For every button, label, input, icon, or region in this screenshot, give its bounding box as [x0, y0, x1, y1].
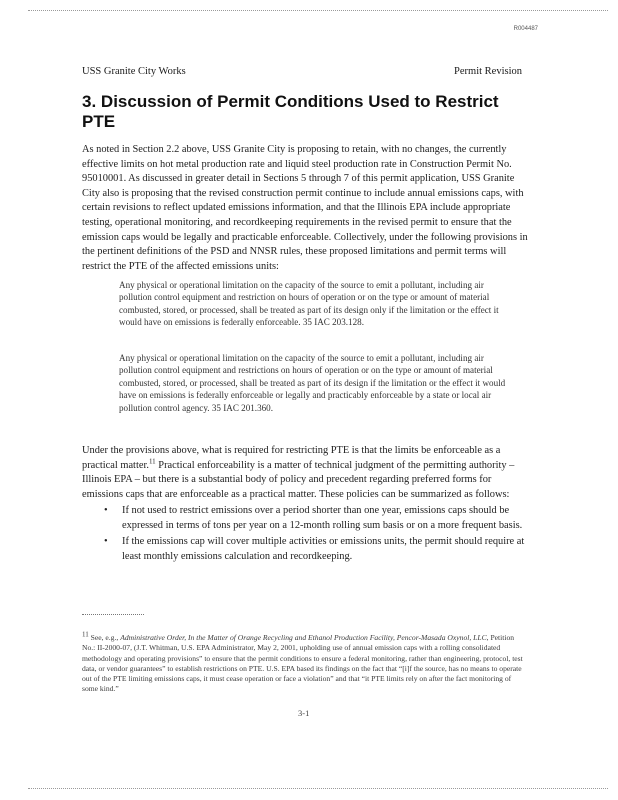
running-header-right: Permit Revision — [454, 66, 522, 77]
block-quote-2: Any physical or operational limitation on the capacity of the source to emit a pollutant, including air pollution control equipment and restrictions on hours of operation or on the type or amount of material combusted, stored, or processed, shall be treated as part of its design if the limitation or the effect it would have on emissions is federally enforceable or legally and practicably enforceable by a state or local air pollution control agency. 35 IAC 201.360. — [119, 353, 506, 413]
enforceability-paragraph — [82, 444, 528, 502]
policy-bullet-list — [104, 504, 528, 566]
intro-paragraph: As noted in Section 2.2 above, USS Granite City is proposing to retain, with no changes, the currently effective limits on hot metal production rate and liquid steel production rate in Construction Permit No. 95010001. As discussed in greater detail in Sections 5 through 7 of this permit application, USS Granite City also is proposing that the revised construction permit continue to include annual emissions caps, with certain revisions to reflect updated emissions information, and that the Illinois EPA include appropriate testing, operational monitoring, and recordkeeping requirements in the revised permit to ensure that the emission caps would be legally and practicable enforceable. Collectively, under the following provisions in the pertinent definitions of the PSD and NNSR rules, these proposed limitations and permit terms will restrict the PTE of the affected emissions units: — [82, 144, 528, 272]
bullet-text: If the emissions cap will cover multiple activities or emissions units, the permit should require at least monthly emissions calculation and recordkeeping. — [122, 536, 525, 562]
footnote-reference: 11 — [148, 457, 156, 466]
document-id: R004487 — [513, 26, 538, 32]
bullet-icon: • — [104, 536, 108, 548]
enforceability-text-b: Practical enforceability is a matter of technical judgment of the permitting authority – Illinois EPA – but there is a substantial body of policy and precedent regarding preferred forms for emissions caps that are enforceable as a practical matter. These policies can be summarized as follows: — [82, 459, 515, 500]
top-scan-border — [28, 10, 608, 11]
section-title: Discussion of Permit Conditions Used to Restrict PTE — [82, 92, 499, 131]
footnote-case-title: Administrative Order, In the Matter of Orange Recycling and Ethanol Production Facility, Pencor-Masada Oxynol, LLC — [120, 633, 487, 642]
list-item — [104, 504, 528, 533]
bullet-text: If not used to restrict emissions over a period shorter than one year, emissions caps should be expressed in terms of tons per year on a 12-month rolling sum basis or on a more frequent basis. — [122, 505, 523, 531]
list-item — [104, 535, 528, 564]
enforceability-text-a: Under the provisions above, what is required for restricting PTE is that the limits be enforceable as a practical matter. — [82, 445, 501, 471]
footnote-marker: 11 — [82, 630, 89, 639]
section-number: 3. — [82, 92, 97, 111]
running-header-left: USS Granite City Works — [82, 66, 186, 77]
bottom-scan-border — [28, 788, 608, 789]
section-heading — [82, 92, 522, 132]
page-number: 3-1 — [298, 708, 310, 718]
block-quote-1: Any physical or operational limitation on the capacity of the source to emit a pollutant, including air pollution control equipment and restriction on hours of operation or on the type or amount of material combusted, stored, or processed, shall be treated as part of its design only if the limitation or the effect it would have on emissions is federally enforceable. 35 IAC 203.128. — [119, 280, 499, 328]
footnote-lead: See, e.g., — [90, 633, 121, 642]
bullet-icon: • — [104, 505, 108, 516]
footnote — [82, 630, 528, 695]
footnote-body: , Petition No.: II-2000-07, (J.T. Whitman, U.S. EPA Administrator, May 2, 2001, upholding use of annual emission caps with a rolling consolidated methodology and operating provisions” to ensure that the permit conditions to ensure a federal monitoring, rather than engineering, protocol, test data, or vendor guarantees” to establish restrictions on PTE. U.S. EPA based its findings on the fact that “[i]f the source, has no means to operate out of the PTE limiting emissions caps, it must cease operation or face a violation” and that “it PTE limits rely on after the fact monitoring of some kind.” — [82, 633, 523, 694]
footnote-separator — [82, 614, 144, 615]
